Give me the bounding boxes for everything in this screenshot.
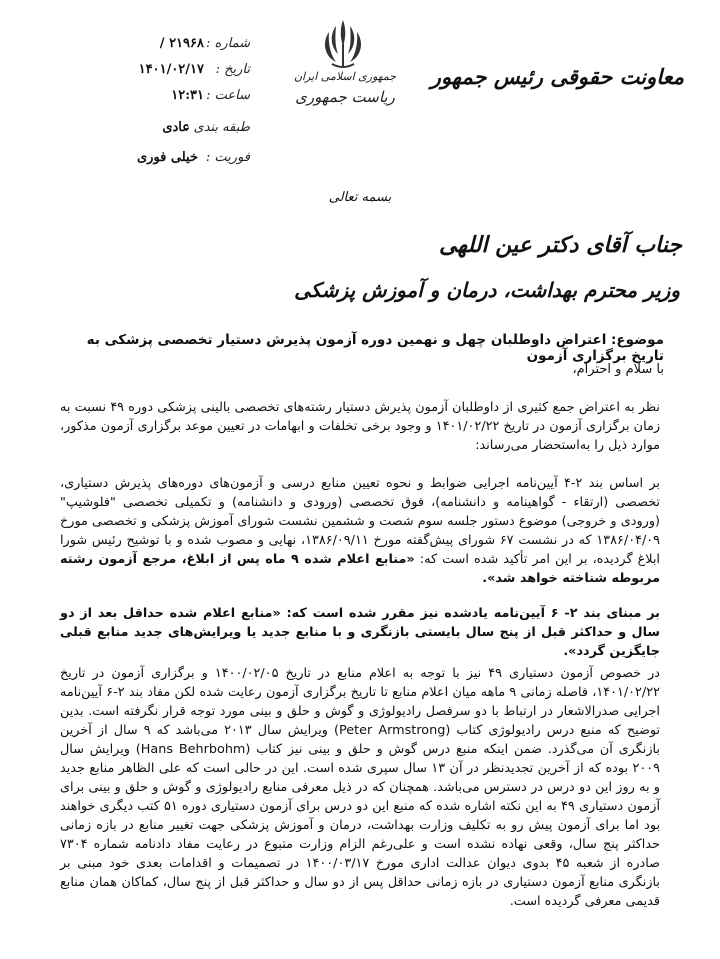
number-label: شماره : (206, 36, 250, 51)
paragraph-3: بر مبنای بند ۲- ۶ آیین‌نامه یادشده نیز مقرر شده است که: «منابع اعلام شده حداقل بعد از دو سال و حداکثر قبل از پنج سال بایستی بازنگری و با منابع جدید یا ویرایش‌های جدید منابع قبلی جایگزین گردد». (60, 606, 660, 659)
number-value: ۲۱۹۶۸ / (159, 36, 204, 51)
salutation: با سلام و احترام، (572, 362, 664, 377)
date-label: تاریخ : (215, 62, 250, 77)
meta-date (70, 62, 250, 84)
meta-priority (70, 150, 250, 172)
date-value: ۱۴۰۱/۰۲/۱۷ (138, 62, 204, 77)
classification-label: طبقه بندی : (185, 120, 250, 135)
paragraph-4: در خصوص آزمون دستیاری ۴۹ نیز با توجه به اعلام منابع در تاریخ ۱۴۰۰/۰۲/۰۵ و برگزاری آزمون در تاریخ ۱۴۰۱/۰۲/۲۲، فاصله زمانی ۹ ماهه میان اعلام منابع تا تاریخ برگزاری آزمون رعایت شده لکن مفاد بند ۲-۶ آیین‌نامه اجرایی صدرالاشعار در ارتباط با دو سرفصل رادیولوژی و گوش و حلق و بینی مورد توجه قرار نگرفته است. بدین توضیح که منبع درس رادیولوژی کتاب (Peter Armstrong) ویرایش سال ۲۰۱۳ می‌باشد که ۹ سال از آخرین بازنگری آن می‌گذرد. ضمن اینکه منبع درس گوش و حلق و بینی نیز کتاب (Hans Behrbohm) ویرایش سال ۲۰۰۹ بوده که از آخرین تجدیدنظر در آن ۱۳ سال سپری شده است. این در حالی است که علی الظاهر منابع جدید و به روز این دو درس در دسترس می‌باشد. همچنان که در ذیل معرفی منابع رادیولوژی و گوش و حلق و بینی برای آزمون دستیاری ۴۹ به این نکته اشاره شده که منبع این دو درس برای آزمون دستیاری دوره ۵۱ کتب دیگری خواهند بود اما برای آزمون پیش رو به تکلیف وزارت بهداشت، درمان و آموزش پزشکی جهت تغییر منابع در بازه زمانی حداکثر پنج سال، وقعی نهاده نشده است و علی‌رغم الزام وزارت متبوع در رعایت مفاد دادنامه شماره ۷۳۰۴ صادره از شعبه ۴۵ بدوی دیوان عدالت اداری مورخ ۱۴۰۰/۰۳/۱۷ در تصمیمات و اقدامات بعدی خود مبنی بر بازنگری منابع آزمون دستیاری در بازه زمانی حداقل پس از دو سال و حداکثر قبل از پنج سال، کماکان همان منابع قدیمی معرفی گردیده است. (60, 666, 660, 909)
paragraph-2 (60, 474, 660, 588)
emblem-caption: جمهوری اسلامی ایران (293, 70, 397, 83)
priority-label: فوریت : (205, 150, 250, 165)
paragraph-2-text: بر اساس بند ۲-۴ آیین‌نامه اجرایی ضوابط و نحوه تعیین منابع درسی و آزمون‌های دوره‌های پذیرش دستیاری، تخصصی (ارتقاء - گواهینامه و دانشنامه)، فوق تخصصی (ورودی و دانشنامه) و تکمیلی تخصصی "فلوشیپ" (ورودی و خروجی) موضوع دستور جلسه سوم شصت و ششمین نشست شورای آموزش پزشکی و تخصصی مورخ ۱۳۸۶/۰۴/۰۹ که در نشست ۶۷ شورای پیش‌گفته مورخ ۱۳۸۶/۰۹/۱۱، نهایی و مصوب شده و با توشیح رئیس شورا ابلاغ گردیده، بر این امر تأکید شده است که: (60, 476, 661, 567)
classification-value: عادی (162, 120, 190, 135)
addressee-title: وزیر محترم بهداشت، درمان و آموزش پزشکی (294, 278, 680, 302)
meta-classification (70, 120, 250, 142)
addressee-name: جناب آقای دکتر عین اللهی (439, 232, 682, 258)
meta-number (70, 36, 250, 58)
office-title: معاونت حقوقی رئیس جمهور (430, 64, 684, 89)
presidency-title: ریاست جمهوری (295, 88, 395, 106)
letter-subject: موضوع: اعتراض داوطلبان چهل و نهمین دوره آزمون پذیرش دستیار تخصصی پزشکی به تاریخ برگزاری آزمون (86, 332, 664, 364)
meta-time (70, 88, 250, 110)
paragraph-1: نظر به اعتراض جمع کثیری از داوطلبان آزمون پذیرش دستیار رشته‌های تخصصی بالینی پزشکی دوره ۴۹ نسبت به زمان برگزاری آزمون در تاریخ ۱۴۰۱/۰۲/۲۲ و وجود برخی تخلفات و ابهامات در تعیین موعد برگزاری آزمون مذکور، موارد ذیل را به‌استحضار می‌رساند: (60, 400, 660, 453)
iran-emblem-icon (318, 16, 368, 74)
time-value: ۱۲:۳۱ (171, 88, 204, 103)
time-label: ساعت : (206, 88, 250, 103)
bismillah: بسمه تعالی (328, 190, 392, 205)
paragraph-2-emphasis: «منابع اعلام شده ۹ ماه پس از ابلاغ، مرجع آزمون رشته مربوطه شناخته خواهد شد». (60, 552, 660, 586)
priority-value: خیلی فوری (136, 150, 198, 165)
